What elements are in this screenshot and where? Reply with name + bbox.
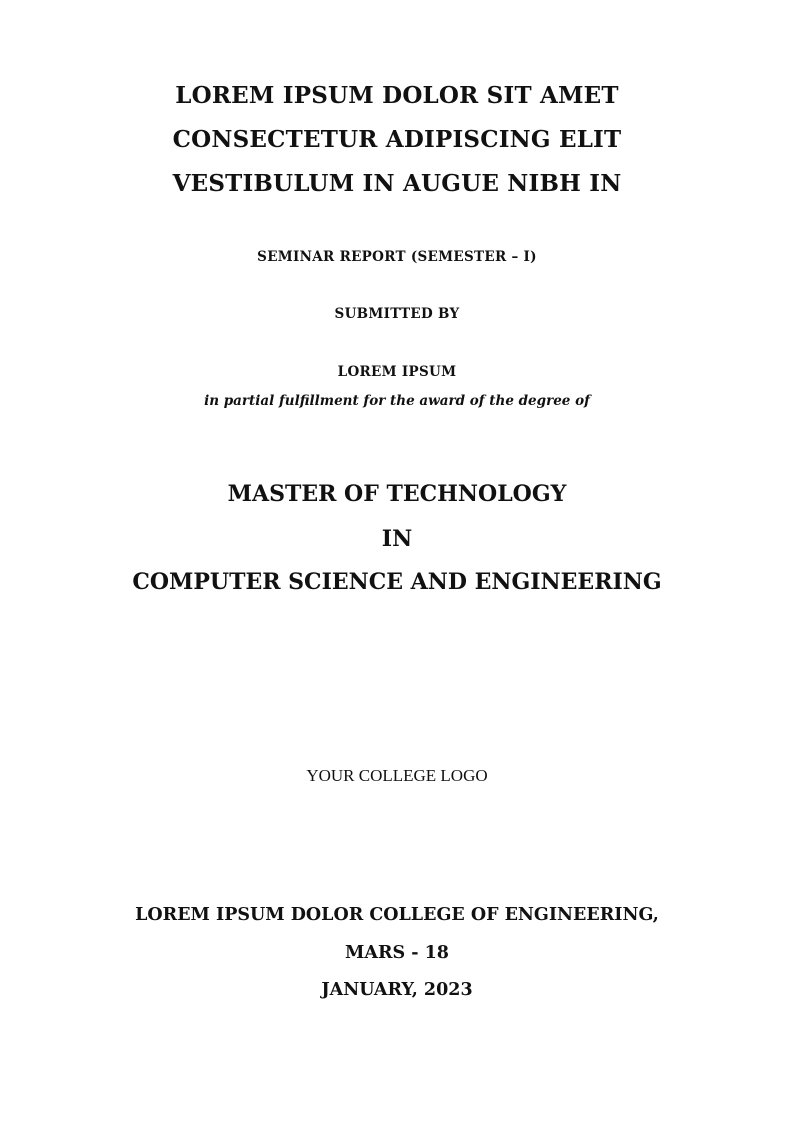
institution-location: MARS - 18 (345, 943, 449, 963)
submitted-by-label: SUBMITTED BY (334, 306, 460, 322)
institution-name: LOREM IPSUM DOLOR COLLEGE OF ENGINEERING, (135, 905, 659, 925)
submission-date: JANUARY, 2023 (321, 980, 473, 1000)
college-logo-placeholder: YOUR COLLEGE LOGO (306, 766, 488, 785)
title-line-3: VESTIBULUM IN AUGUE NIBH IN (172, 170, 622, 197)
title-line-2: CONSECTETUR ADIPISCING ELIT (172, 126, 622, 153)
report-type: SEMINAR REPORT (SEMESTER – I) (257, 249, 537, 265)
degree-connector: IN (381, 526, 413, 552)
title-line-1: LOREM IPSUM DOLOR SIT AMET (175, 82, 619, 109)
fulfillment-text: in partial fulfillment for the award of the degree of (204, 393, 590, 409)
degree-name: MASTER OF TECHNOLOGY (227, 481, 567, 507)
author-name: LOREM IPSUM (337, 364, 457, 380)
degree-field: COMPUTER SCIENCE AND ENGINEERING (132, 569, 662, 595)
